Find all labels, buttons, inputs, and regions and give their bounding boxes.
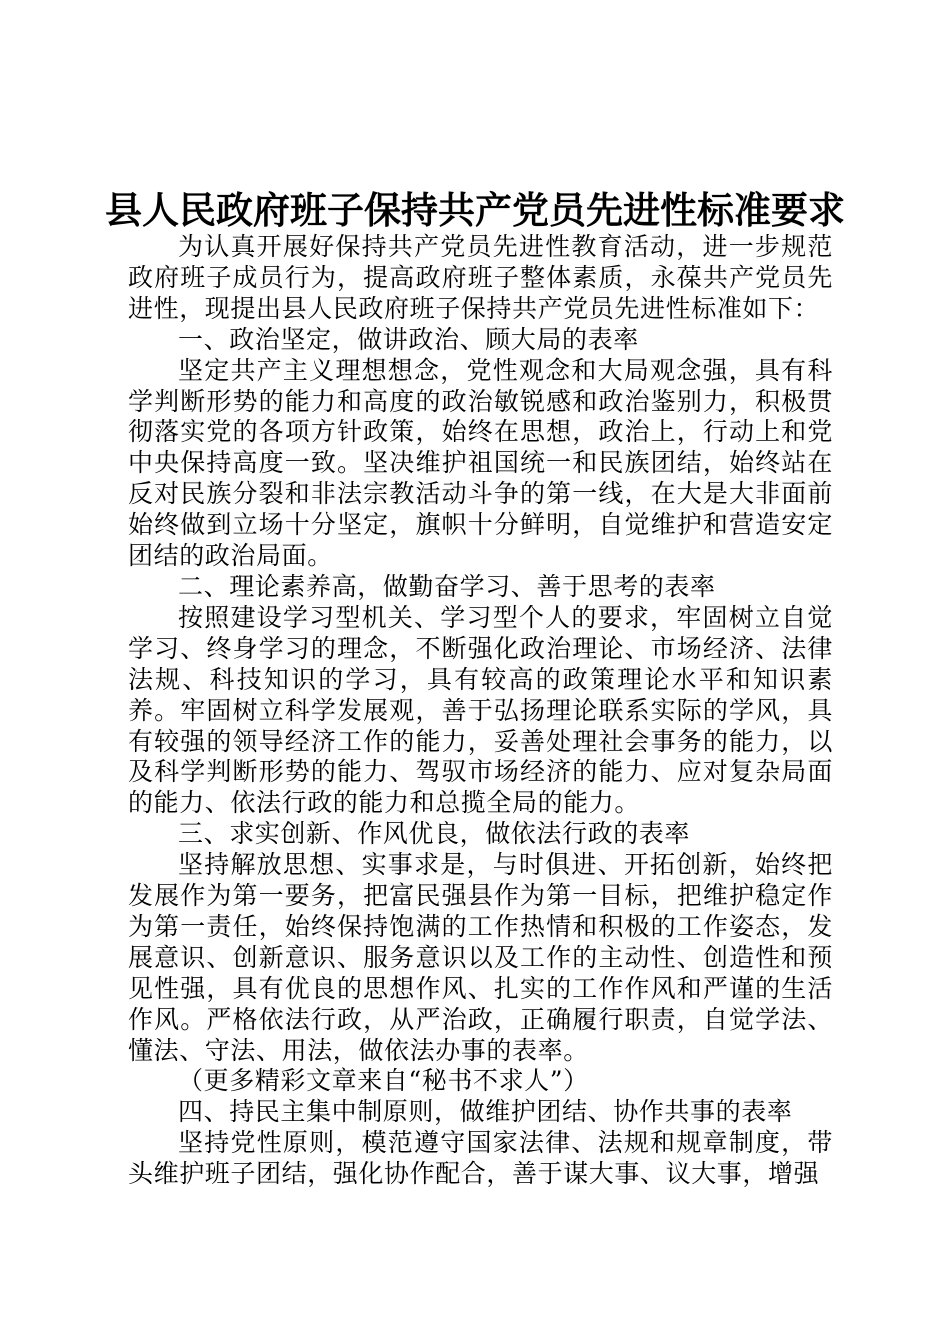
source-note: （更多精彩文章来自“秘书不求人”） <box>178 1066 589 1096</box>
section-2-heading: 二、理论素养高，做勤奋学习、善于思考的表率 <box>178 571 716 601</box>
document-body <box>128 232 833 1190</box>
section-2-body: 按照建设学习型机关、学习型个人的要求，牢固树立自觉学习、终身学习的理念，不断强化政治理论、市场经济、法律法规、科技知识的学习，具有较高的政策理论水平和知识素养。牢固树立科学发展观，善于弘扬理论联系实际的学风，具有较强的领导经济工作的能力，妥善处理社会事务的能力，以及科学判断形势的能力、驾驭市场经济的能力、应对复杂局面的能力、依法行政的能力和总揽全局的能力。 <box>128 602 833 818</box>
section-1-heading: 一、政治坚定，做讲政治、顾大局的表率 <box>178 324 639 354</box>
section-3-heading: 三、求实创新、作风优良，做依法行政的表率 <box>178 819 691 849</box>
section-3-body: 坚持解放思想、实事求是，与时俱进、开拓创新，始终把发展作为第一要务，把富民强县作为第一目标，把维护稳定作为第一责任，始终保持饱满的工作热情和积极的工作姿态，发展意识、创新意识、服务意识以及工作的主动性、创造性和预见性强，具有优良的思想作风、扎实的工作作风和严谨的生活作风。严格依法行政，从严治政，正确履行职责，自觉学法、懂法、守法、用法，做依法办事的表率。 <box>128 850 833 1065</box>
intro-paragraph: 为认真开展好保持共产党员先进性教育活动，进一步规范政府班子成员行为，提高政府班子整体素质，永葆共产党员先进性，现提出县人民政府班子保持共产党员先进性标准如下： <box>128 232 833 323</box>
section-4-body: 坚持党性原则，模范遵守国家法律、法规和规章制度，带头维护班子团结，强化协作配合，善于谋大事、议大事，增强 <box>128 1128 833 1189</box>
section-4-heading: 四、持民主集中制原则，做维护团结、协作共事的表率 <box>178 1097 793 1127</box>
section-1-body: 坚定共产主义理想想念，党性观念和大局观念强，具有科学判断形势的能力和高度的政治敏锐感和政治鉴别力，积极贯彻落实党的各项方针政策，始终在思想，政治上，行动上和党中央保持高度一致。坚决维护祖国统一和民族团结，始终站在反对民族分裂和非法宗教活动斗争的第一线，在大是大非面前始终做到立场十分坚定，旗帜十分鲜明，自觉维护和营造安定团结的政治局面。 <box>128 355 833 571</box>
document-title: 县人民政府班子保持共产党员先进性标准要求 <box>105 188 845 232</box>
